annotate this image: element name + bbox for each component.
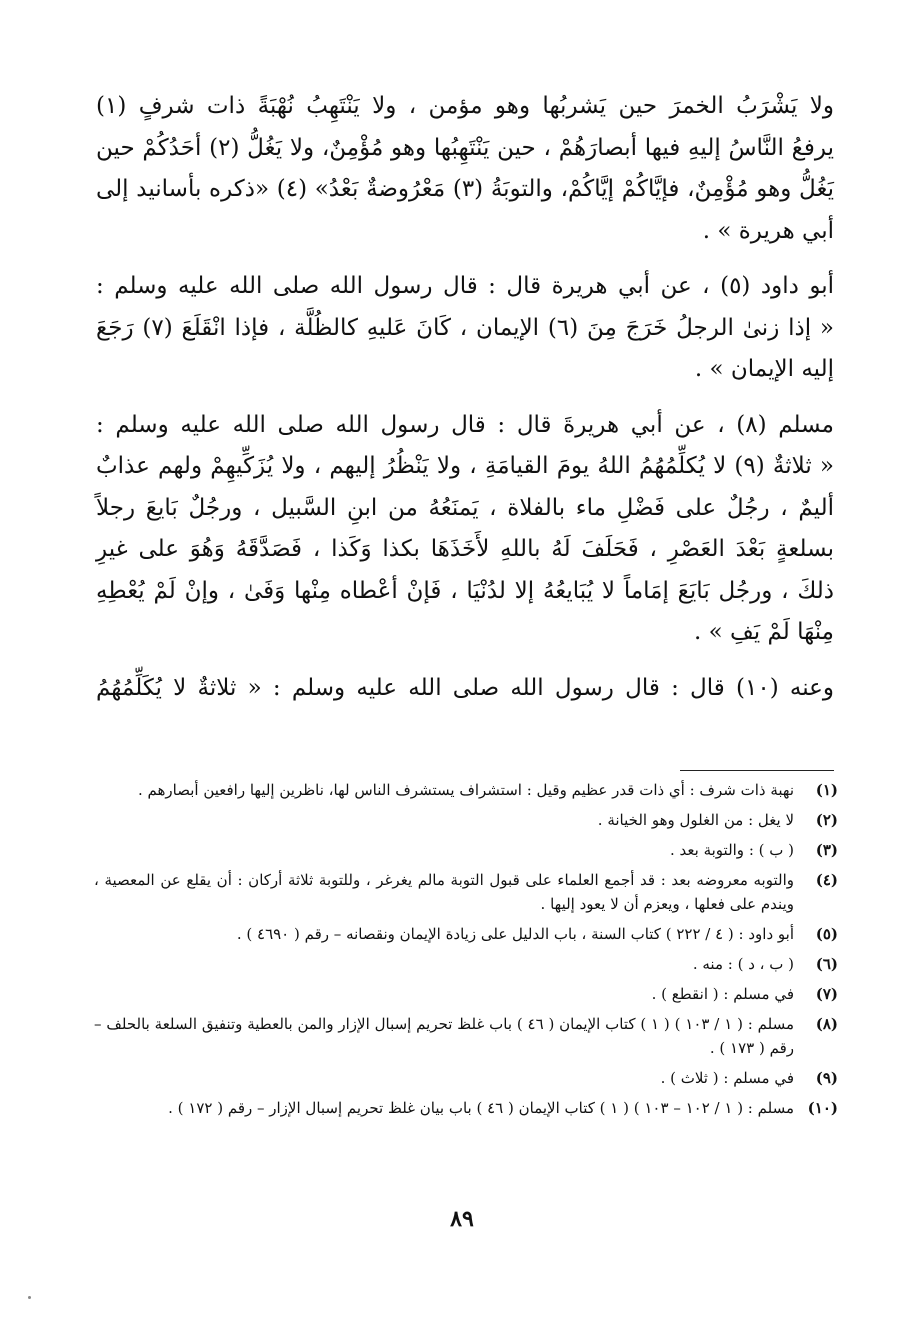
text-line: إليه الإيمان » . [694,356,834,382]
footnote-text: مسلم : ( ١ / ١٠٣ ) ( ١ ) كتاب الإيمان ( ٤٦ ) باب غلظ تحريم إسبال الإزار والمن بالعطية وتنفيق السلعة بالحلف – رقم ( ١٧٣ ) . [94,1015,795,1057]
footnote-number: (٩) [815,1069,838,1087]
text-line: مِنْهَا لَمْ يَفِ » . [693,619,834,645]
footnote-text: في مسلم : ( ثلاث ) . [660,1069,794,1087]
text-line: « ثلاثةٌ (٩) لا يُكلِّمُهُمُ اللهُ يومَ القيامَةِ ، ولا يَنْظُرُ إليهم ، ولا يُزَكِّيهِمْ ولهم عذابٌ [96,453,834,479]
text-line: يَغُلُّ وهو مُؤْمِنٌ، فإيَّاكُمْ إيَّاكُمْ، والتوبَةُ (٣) مَعْرُوضةٌ بَعْدُ» (٤) «ذكره بأسانيد إلى [96,176,834,202]
paragraph-1 [96,86,834,252]
footnote [94,1012,838,1060]
page-number: ٨٩ [450,1206,474,1232]
footnote [94,952,838,976]
text-line: أبو داود (٥) ، عن أبي هريرة قال : قال رسول الله صلى الله عليه وسلم : [96,273,835,299]
footnote-number: (٦) [815,955,838,973]
text-line: يرفعُ النَّاسُ إليهِ فيها أبصارَهُمْ ، حين يَنْتَهِبُها وهو مُؤْمِنٌ، ولا يَغُلُّ (٢) أحَدُكُمْ حين [96,134,834,161]
paragraph-4 [96,668,834,710]
footnote [94,1066,838,1090]
footnote-text: مسلم : ( ١ / ١٠٢ – ١٠٣ ) ( ١ ) كتاب الإيمان ( ٤٦ ) باب بيان غلظ تحريم إسبال الإزار – رقم ( ١٧٢ ) . [168,1099,794,1117]
footnote [94,778,838,802]
footnote-text: أبو داود : ( ٤ / ٢٢٢ ) كتاب السنة ، باب الدليل على زيادة الإيمان ونقصانه – رقم ( ٤٦٩٠ ) . [236,925,794,943]
text-line: بسلعةٍ بَعْدَ العَصْرِ ، فَحَلَفَ لَهُ باللهِ لأَخَذَهَا بكذا وَكَذا ، فَصَدَّقَهُ وَهُوَ على غيرِ [96,536,834,562]
footnote-number: (١) [815,781,838,799]
text-line: أليمٌ ، رجُلٌ على فَضْلِ ماء بالفلاة ، يَمنَعُهُ من ابنِ السَّبيل ، ورجُلٌ بَايعَ رجلاً [96,494,834,521]
footnote [94,838,838,862]
text-line: ذلكَ ، ورجُل بَايَعَ إمَاماً لا يُبَايعُهُ إلا لدُنْيَا ، فَإنْ أعْطاه مِنْها وَفَىٰ ، وإنْ لَمْ يُعْطِهِ [96,577,834,604]
text-line: « إذا زنىٰ الرجلُ خَرَجَ مِنَ (٦) الإيمان ، كَانَ عَليهِ كالظُلَّة ، فإذا انْقَلَعَ (٧) رَجَعَ [96,314,834,341]
text-line: ولا يَشْرَبُ الخمرَ حين يَشربُها وهو مؤمن ، ولا يَنْتَهِبُ نُهْبَةً ذات شرفٍ (١) [96,93,834,119]
footnote-number: (٨) [815,1015,838,1033]
footnote [94,1096,838,1120]
footnote-number: (٣) [815,841,838,859]
footnote-number: (٧) [815,985,838,1003]
footnote [94,922,838,946]
footnote-text: في مسلم : ( انقطع ) . [651,985,794,1003]
paragraph-3 [96,405,834,654]
footnote-number: (٢) [815,811,838,829]
footnote-number: (٤) [815,871,838,889]
footnote-text: والتوبه معروضه بعد : قد أجمع العلماء على قبول التوبة مالم يغرغر ، وللتوبة ثلاثة أركان : أن يقلع عن المعصية ، ويندم على فعلها ، ويعزم أن لا يعود إليها . [94,871,794,913]
footnote-text: ( ب ) : والتوبة بعد . [669,841,794,859]
footnote-separator [680,770,834,771]
footnote-number: (٥) [815,925,838,943]
text-line: أبي هريرة » . [702,217,834,244]
text-line: مسلم (٨) ، عن أبي هريرةَ قال : قال رسول الله صلى الله عليه وسلم : [96,411,834,438]
footnote [94,808,838,832]
footnote-text: ( ب ، د ) : منه . [692,955,794,973]
footnote-number: (١٠) [807,1099,838,1117]
paragraph-2 [96,266,834,391]
scan-speck [28,1296,31,1299]
text-line: وعنه (١٠) قال : قال رسول الله صلى الله عليه وسلم : « ثلاثةٌ لا يُكَلِّمُهُمُ [96,674,834,701]
footnote [94,868,838,916]
footnotes [94,778,838,1126]
footnote-text: نهبة ذات شرف : أي ذات قدر عظيم وقيل : استشراف يستشرف الناس لها، ناظرين إليها رافعين أبصارهم . [137,781,794,799]
footnote-text: لا يغل : من الغلول وهو الخيانة . [597,811,794,829]
footnote [94,982,838,1006]
main-text [96,86,834,723]
